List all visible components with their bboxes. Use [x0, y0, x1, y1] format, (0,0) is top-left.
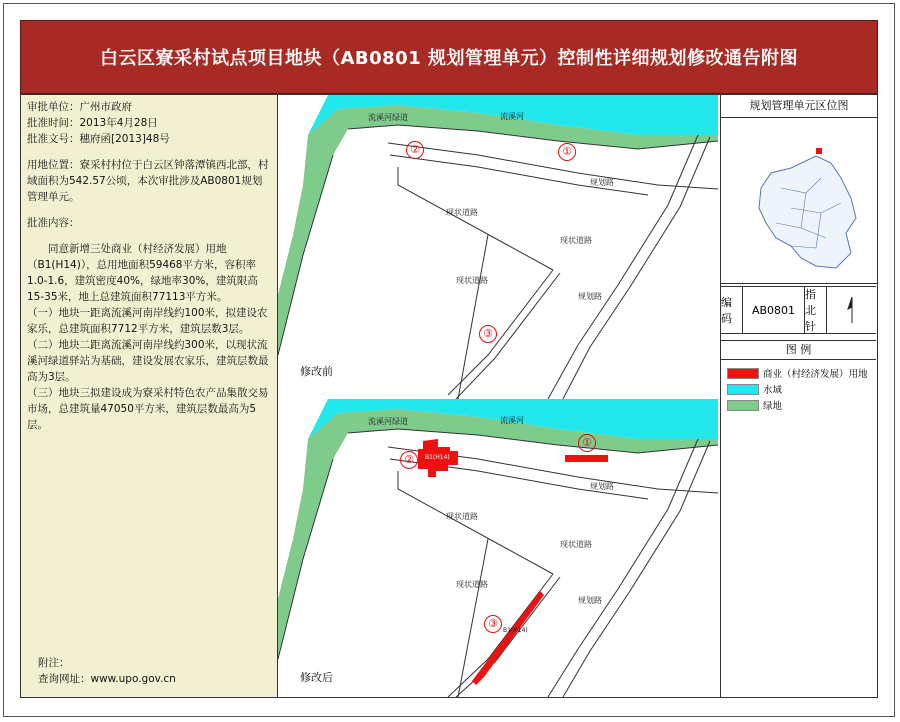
legend-green-swatch — [727, 400, 759, 411]
approve-doc: 批准文号：穗府函[2013]48号 — [27, 133, 170, 145]
before-label: 修改前 — [300, 365, 333, 378]
after-label: 修改后 — [300, 671, 333, 684]
marker-3-after: ③ — [484, 615, 502, 633]
sidebar — [720, 95, 877, 697]
location-map — [721, 118, 877, 284]
code-label: 编码 — [721, 287, 743, 333]
location-map-drawing — [721, 118, 876, 283]
road-plan-label-after: 规划路 — [590, 482, 614, 491]
legend-water — [727, 382, 782, 396]
title-bar — [20, 20, 878, 94]
marker-1-after: ① — [578, 434, 596, 452]
road-existing-label-after: 现状道路 — [446, 512, 478, 521]
page-title: 白云区寮采村试点项目地块（AB0801 规划管理单元）控制性详细规划修改通告附图 — [99, 48, 798, 69]
river-label: 流溪河 — [500, 112, 524, 121]
road-existing-label-after-2: 现状道路 — [560, 540, 592, 549]
approve-date: 批准时间：2013年4月28日 — [27, 117, 158, 129]
legend-commercial-label: 商业（村经济发展）用地 — [763, 369, 868, 380]
map-after — [278, 399, 720, 697]
road-existing-label-2: 现状道路 — [560, 236, 592, 245]
marker-3: ③ — [479, 325, 497, 343]
marker-2-after: ② — [400, 451, 418, 469]
website-link[interactable]: 查询网址：www.upo.gov.cn — [38, 673, 176, 685]
item-1: （一）地块一距离流溪河南岸线约100米，拟建设农家乐，总建筑面积7712平方米，建筑层数3层。 — [27, 307, 268, 335]
legend-water-swatch — [727, 384, 759, 395]
legend-green-label: 绿地 — [763, 401, 783, 412]
map-before-drawing — [278, 95, 720, 399]
code-value: AB0801 — [743, 287, 805, 333]
marker-2: ② — [406, 141, 424, 159]
code-row — [721, 286, 876, 334]
north-arrow-icon — [827, 287, 876, 333]
road-existing-label-after-3: 现状道路 — [456, 580, 488, 589]
legend-title: 图 例 — [721, 340, 876, 360]
road-plan-label-after-2: 规划路 — [578, 596, 602, 605]
info-panel — [21, 95, 278, 697]
legend-commercial-swatch — [727, 368, 759, 379]
greenway-label-after: 流溪河绿道 — [368, 417, 408, 426]
content-heading: 批准内容： — [27, 217, 80, 229]
location-map-title: 规划管理单元区位图 — [721, 95, 877, 118]
approve-unit: 审批单位：广州市政府 — [27, 101, 132, 113]
legend-water-label: 水域 — [763, 385, 783, 396]
legend-green — [727, 398, 782, 412]
map-before — [278, 95, 720, 400]
content-main: 同意新增三处商业（村经济发展）用地（B1(H14)），总用地面积59468平方米，容积率1.0-1.6，建筑密度40%，绿地率30%，建筑限高15-35米，地上总建筑面积77113平方米。 — [27, 243, 258, 303]
legend-commercial — [727, 366, 868, 380]
item-2: （二）地块二距离流溪河南岸线约300米，以现状流溪河绿道驿站为基础，建设发展农家乐，建筑层数最高为3层。 — [27, 339, 269, 383]
road-existing-label-3: 现状道路 — [456, 276, 488, 285]
parcel-3-code: B1(H14) — [503, 627, 528, 634]
greenway-label: 流溪河绿道 — [368, 113, 408, 122]
marker-1: ① — [558, 143, 576, 161]
footnote — [38, 655, 176, 687]
map-after-drawing — [278, 399, 720, 697]
main-panel — [20, 94, 878, 698]
note-label: 附注： — [38, 657, 70, 669]
road-plan-label: 规划路 — [590, 178, 614, 187]
road-existing-label: 现状道路 — [446, 208, 478, 217]
location-text: 用地位置：寮采村村位于白云区钟落潭镇西北部，村域面积为542.57公顷，本次审批涉及AB0801规划管理单元。 — [27, 159, 269, 203]
north-label: 指北针 — [805, 287, 827, 333]
parcel-2-code: B1(H14) — [425, 454, 450, 461]
road-plan-label-2: 规划路 — [578, 292, 602, 301]
river-label-after: 流溪河 — [500, 416, 524, 425]
item-3: （三）地块三拟建设成为寮采村特色农产品集散交易市场，总建筑量47050平方米，建筑层数最高为5层。 — [27, 387, 269, 431]
